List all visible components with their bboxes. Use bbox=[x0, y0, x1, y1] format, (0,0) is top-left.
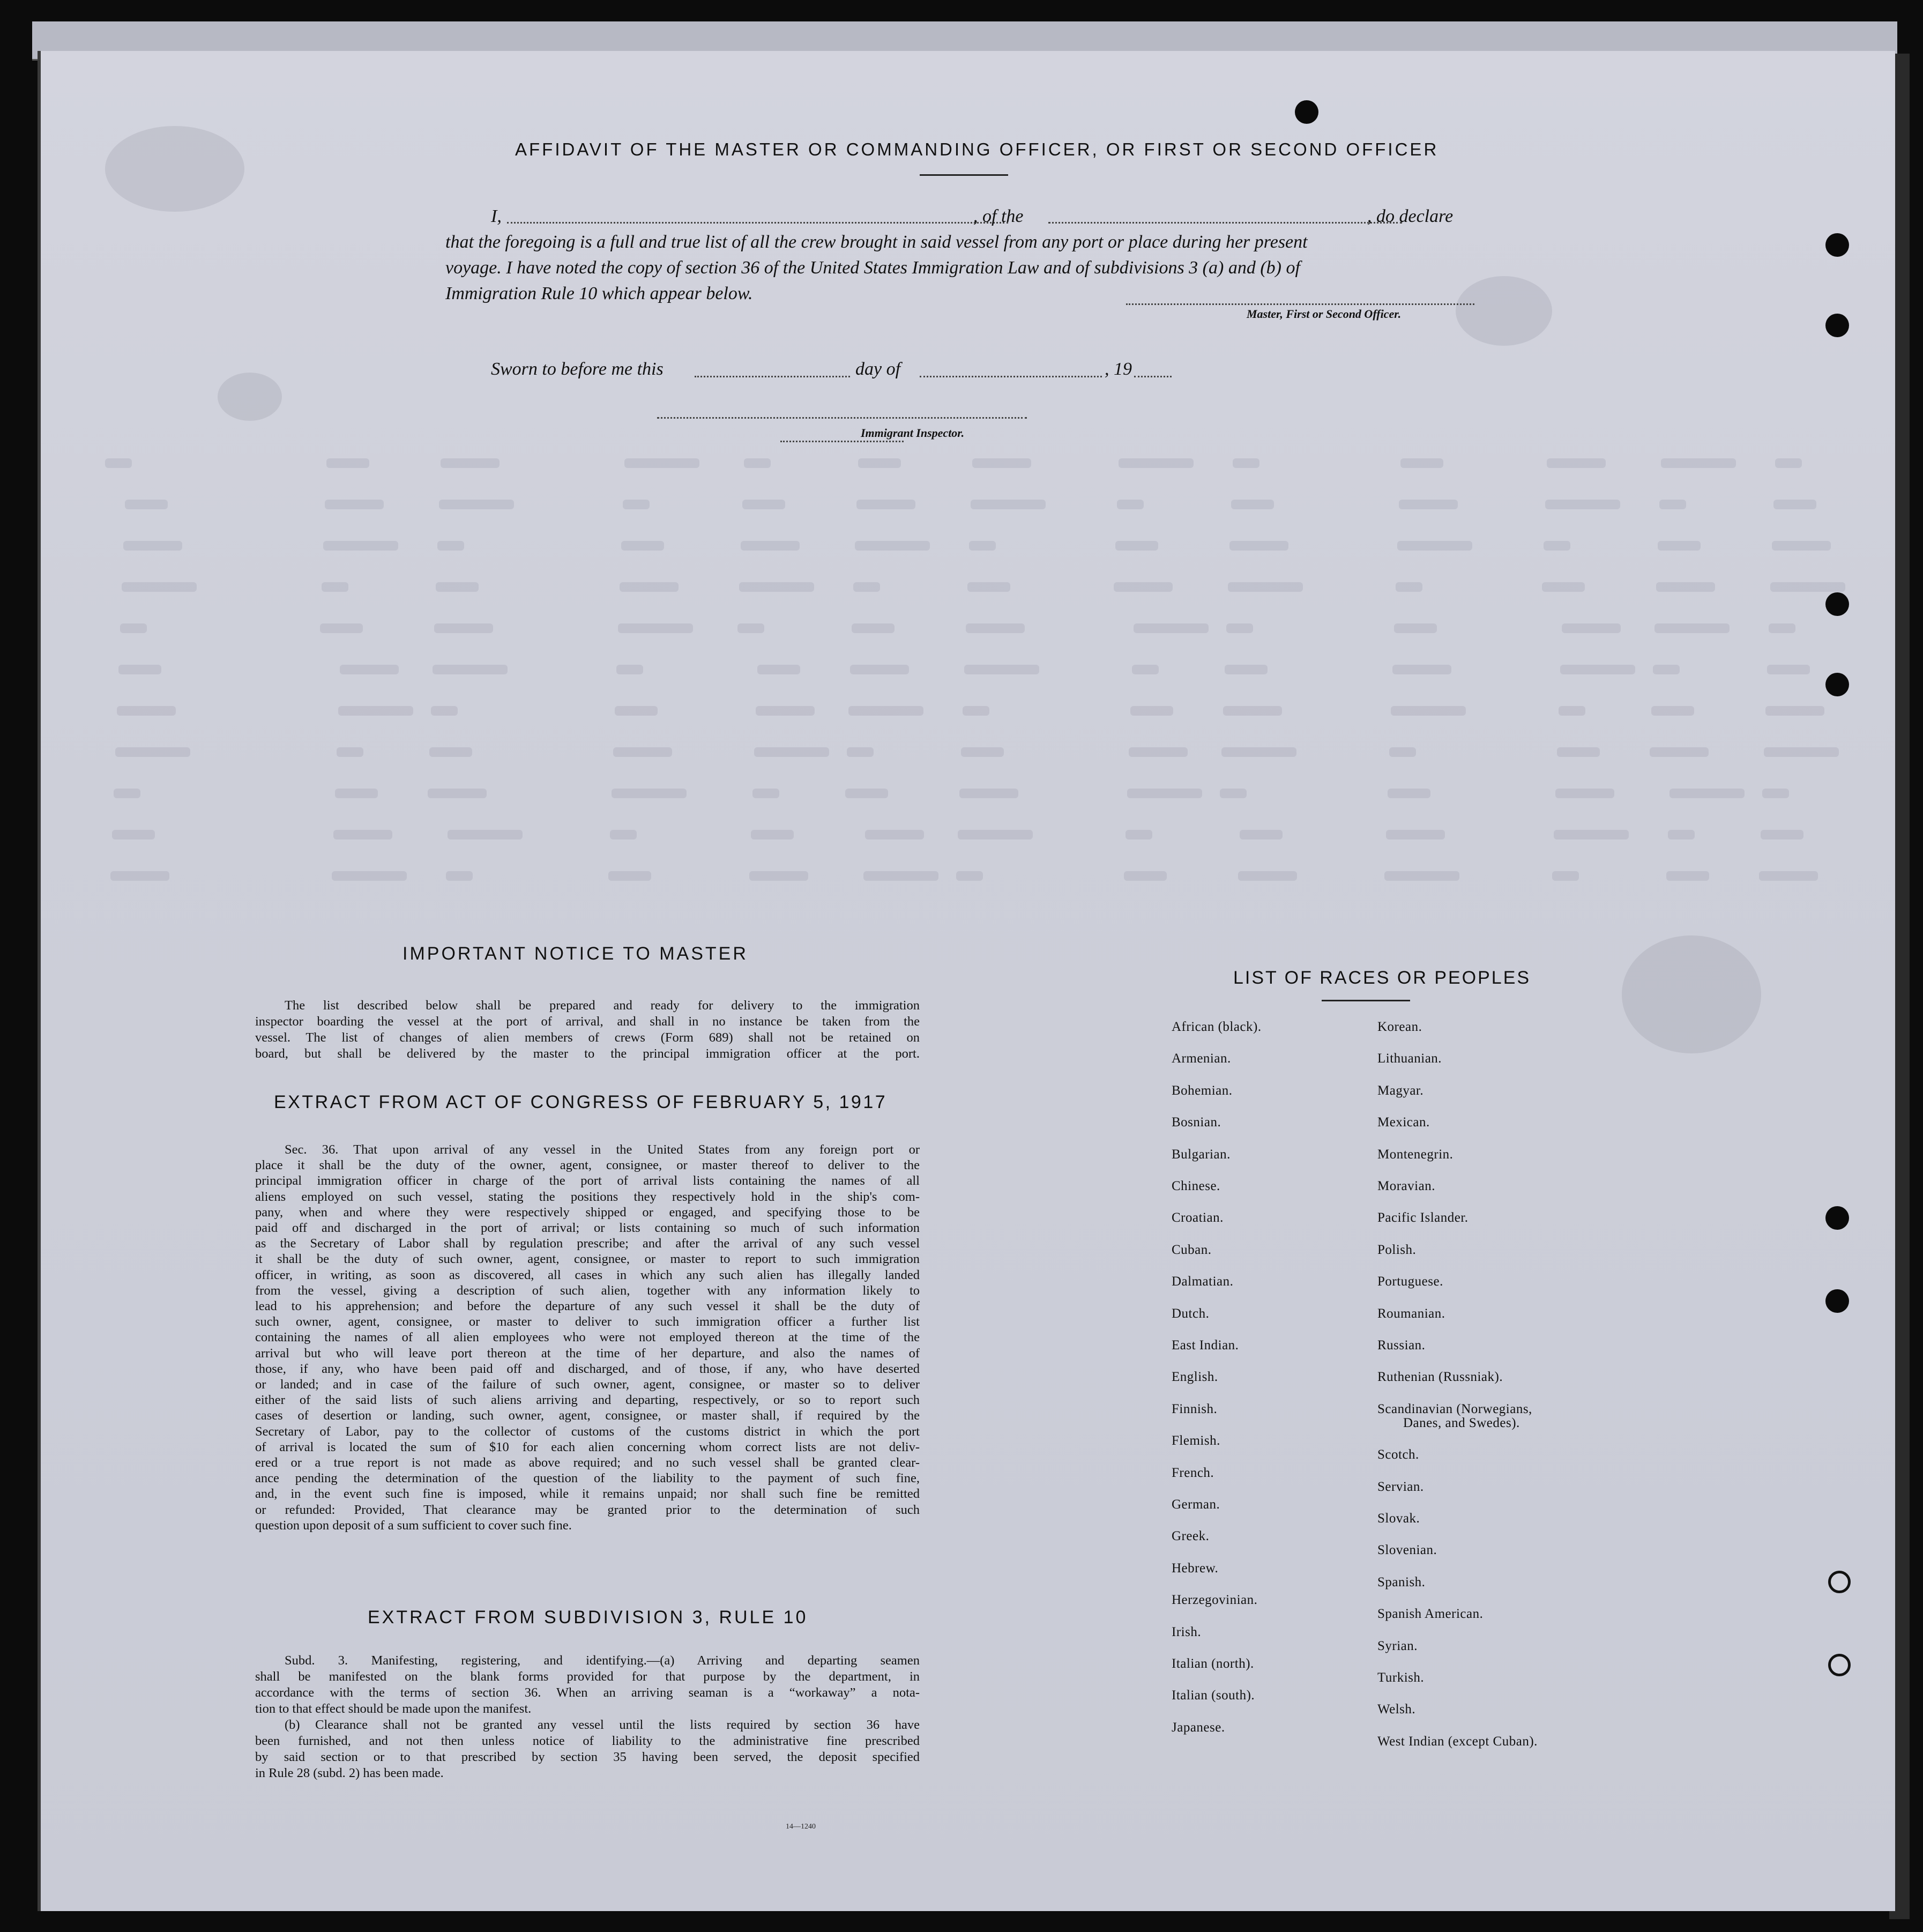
bleed-through-mark bbox=[1220, 789, 1247, 798]
inspector-signature-field[interactable] bbox=[657, 417, 1027, 419]
bleed-through-mark bbox=[958, 830, 1033, 839]
bleed-through-mark bbox=[120, 623, 147, 633]
bleed-through-mark bbox=[1233, 458, 1259, 468]
sworn-year-field[interactable] bbox=[1134, 375, 1172, 377]
paragraph-line: Secretary of Labor, pay to the collector of customs of the customs district in which the port bbox=[255, 1424, 920, 1439]
bleed-through-mark bbox=[125, 500, 168, 509]
bleed-through-mark bbox=[1119, 458, 1194, 468]
race-item: Flemish. bbox=[1172, 1433, 1220, 1448]
paragraph-line: as the Secretary of Labor shall by regulation prescribe; and after the arrival of any such vessel bbox=[255, 1236, 920, 1251]
bleed-through-mark bbox=[437, 541, 464, 551]
race-item: Lithuanian. bbox=[1377, 1051, 1442, 1066]
paragraph-line: tion to that effect should be made upon the manifest. bbox=[255, 1701, 532, 1716]
bleed-through-mark bbox=[613, 747, 672, 757]
bleed-through-mark bbox=[431, 706, 458, 716]
punch-hole bbox=[1825, 1289, 1849, 1313]
smudge bbox=[218, 373, 282, 421]
punch-hole bbox=[1825, 233, 1849, 257]
bleed-through-mark bbox=[1775, 458, 1802, 468]
signature-field[interactable] bbox=[1126, 303, 1474, 305]
bleed-through-mark bbox=[850, 665, 909, 674]
paragraph-line: and, in the event such fine is imposed, while it remains unpaid; nor shall such fine be remitted bbox=[255, 1487, 920, 1502]
race-item: Bosnian. bbox=[1172, 1115, 1221, 1130]
bleed-through-mark bbox=[1126, 830, 1152, 839]
bleed-through-mark bbox=[122, 582, 197, 592]
race-item: Scotch. bbox=[1377, 1447, 1419, 1462]
bleed-through-mark bbox=[963, 706, 989, 716]
bleed-through-mark bbox=[429, 747, 472, 757]
paragraph-line: ered or a true report is not made as above required; and no such vessel shall be granted clear- bbox=[255, 1455, 920, 1470]
bleed-through-mark bbox=[1399, 500, 1458, 509]
race-item: Italian (north). bbox=[1172, 1656, 1254, 1671]
paragraph-line: those, if any, who have been paid off and discharged, and of those, if any, who have deserted bbox=[255, 1361, 920, 1376]
punch-hole bbox=[1825, 673, 1849, 696]
sworn-month-field[interactable] bbox=[920, 375, 1102, 377]
bleed-through-mark bbox=[1656, 582, 1715, 592]
bleed-through-mark bbox=[754, 747, 829, 757]
paragraph-line: or landed; and in case of the failure of such owner, agent, consignee, or master so to deliver bbox=[255, 1377, 920, 1392]
bleed-through-mark bbox=[1388, 789, 1430, 798]
race-item: Bulgarian. bbox=[1172, 1147, 1231, 1162]
bleed-through-mark bbox=[1114, 582, 1173, 592]
paragraph-line: (b) Clearance shall not be granted any vessel until the lists required by section 36 have bbox=[285, 1718, 920, 1732]
paragraph-line: in Rule 28 (subd. 2) has been made. bbox=[255, 1766, 444, 1780]
bleed-through-mark bbox=[972, 458, 1031, 468]
sworn-year: , 19 bbox=[1105, 359, 1132, 379]
paragraph-line: it shall be the duty of such owner, agent, consignee, or master to report to such immigration bbox=[255, 1252, 920, 1267]
paragraph-line: principal immigration officer in charge of the port of arrival lists containing the names of all bbox=[255, 1173, 920, 1188]
race-item: Greek. bbox=[1172, 1529, 1210, 1544]
race-item: Japanese. bbox=[1172, 1720, 1225, 1735]
bleed-through-mark bbox=[742, 500, 785, 509]
inspector-label: Immigrant Inspector. bbox=[861, 426, 965, 440]
race-item: Danes, and Swedes). bbox=[1403, 1415, 1520, 1430]
race-item: Italian (south). bbox=[1172, 1688, 1255, 1703]
bleed-through-mark bbox=[855, 541, 930, 551]
bleed-through-mark bbox=[1654, 623, 1730, 633]
bleed-through-mark bbox=[112, 830, 155, 839]
race-item: Montenegrin. bbox=[1377, 1147, 1454, 1162]
bleed-through-mark bbox=[1130, 706, 1173, 716]
bleed-through-mark bbox=[623, 500, 650, 509]
bleed-through-mark bbox=[624, 458, 699, 468]
bleed-through-mark bbox=[114, 789, 140, 798]
sworn-day-field[interactable] bbox=[695, 375, 850, 377]
race-item: Russian. bbox=[1377, 1338, 1426, 1353]
paragraph-line: aliens employed on such vessel, stating the positions they respectively hold in the ship's com- bbox=[255, 1189, 920, 1204]
bleed-through-mark bbox=[1231, 500, 1274, 509]
race-item: Roumanian. bbox=[1377, 1306, 1445, 1321]
bleed-through-mark bbox=[322, 582, 348, 592]
smudge bbox=[1456, 276, 1552, 346]
bleed-through-mark bbox=[1764, 747, 1839, 757]
bleed-through-mark bbox=[333, 830, 392, 839]
paragraph-line: from the vessel, giving a description of such alien, together with any information likely to bbox=[255, 1283, 920, 1298]
bleed-through-mark bbox=[752, 789, 779, 798]
bleed-through-mark bbox=[1557, 747, 1600, 757]
paragraph-line: board, but shall be delivered by the master to the principal immigration officer at the port. bbox=[255, 1046, 920, 1061]
bleed-through-mark bbox=[612, 789, 687, 798]
bleed-through-mark bbox=[428, 789, 487, 798]
race-item: African (black). bbox=[1172, 1020, 1262, 1034]
name-field[interactable] bbox=[507, 221, 1008, 224]
race-item: Scandinavian (Norwegians, bbox=[1377, 1401, 1532, 1416]
bleed-through-mark bbox=[964, 665, 1039, 674]
bleed-through-mark bbox=[1661, 458, 1736, 468]
bleed-through-mark bbox=[448, 830, 523, 839]
bleed-through-mark bbox=[1562, 623, 1621, 633]
race-item: Portuguese. bbox=[1377, 1274, 1443, 1289]
bleed-through-mark bbox=[757, 665, 800, 674]
bleed-through-mark bbox=[1560, 665, 1635, 674]
race-item: Finnish. bbox=[1172, 1401, 1218, 1416]
punch-hole bbox=[1295, 100, 1318, 124]
form-number: 14—1240 bbox=[786, 1823, 816, 1831]
race-item: Hebrew. bbox=[1172, 1561, 1219, 1576]
bleed-through-mark bbox=[1129, 747, 1188, 757]
race-item: Polish. bbox=[1377, 1242, 1417, 1257]
paragraph-line: by said section or to that prescribed by section 35 having been served, the deposit specified bbox=[255, 1750, 920, 1764]
bleed-through-mark bbox=[853, 582, 880, 592]
bleed-through-mark bbox=[1547, 458, 1606, 468]
bleed-through-mark bbox=[105, 458, 132, 468]
bleed-through-mark bbox=[1545, 500, 1620, 509]
bleed-through-mark bbox=[332, 871, 407, 881]
paragraph-line: been furnished, and not then unless notice of liability to the administrative fine prescribed bbox=[255, 1734, 920, 1748]
bleed-through-mark bbox=[971, 500, 1046, 509]
signature-label: Master, First or Second Officer. bbox=[1247, 307, 1402, 321]
bleed-through-mark bbox=[961, 747, 1004, 757]
races-title: LIST OF RACES OR PEOPLES bbox=[1233, 968, 1531, 988]
bleed-through-mark bbox=[863, 871, 938, 881]
bleed-through-mark bbox=[618, 623, 693, 633]
bleed-through-mark bbox=[320, 623, 363, 633]
form-sheet bbox=[38, 51, 1895, 1911]
bleed-through-mark bbox=[1761, 830, 1803, 839]
affidavit-line-4: Immigration Rule 10 which appear below. bbox=[445, 284, 753, 303]
bleed-through-mark bbox=[1386, 830, 1445, 839]
bleed-through-mark bbox=[1544, 541, 1570, 551]
bleed-through-mark bbox=[620, 582, 679, 592]
bleed-through-mark bbox=[1225, 665, 1268, 674]
bleed-through-mark bbox=[118, 665, 161, 674]
races-title-rule bbox=[1322, 1000, 1410, 1001]
sworn-day-of: day of bbox=[855, 359, 901, 379]
bleed-through-mark bbox=[845, 789, 888, 798]
bleed-through-mark bbox=[1396, 582, 1422, 592]
bleed-through-mark bbox=[1769, 623, 1795, 633]
bleed-through-mark bbox=[1554, 830, 1629, 839]
bleed-through-mark bbox=[323, 541, 398, 551]
bleed-through-mark bbox=[1134, 623, 1209, 633]
bleed-through-mark bbox=[610, 830, 637, 839]
bleed-through-mark bbox=[337, 747, 363, 757]
bleed-through-mark bbox=[1400, 458, 1443, 468]
race-item: East Indian. bbox=[1172, 1338, 1239, 1353]
bleed-through-mark bbox=[1658, 541, 1701, 551]
bleed-through-mark bbox=[1223, 706, 1282, 716]
race-item: Irish. bbox=[1172, 1624, 1202, 1639]
punch-hole bbox=[1825, 1206, 1849, 1230]
bleed-through-mark bbox=[326, 458, 369, 468]
inspector-name-field[interactable] bbox=[780, 440, 904, 442]
bleed-through-mark bbox=[1666, 871, 1709, 881]
race-item: Korean. bbox=[1377, 1020, 1422, 1034]
paragraph-line: The list described below shall be prepared and ready for delivery to the immigration bbox=[285, 998, 920, 1013]
bleed-through-mark bbox=[117, 706, 176, 716]
race-item: Bohemian. bbox=[1172, 1083, 1233, 1098]
paragraph-line: of arrival is located the sum of $10 for each alien concerning whom correct lists are not deliv- bbox=[255, 1439, 920, 1454]
paragraph-line: inspector boarding the vessel at the port of arrival, and shall in no instance be taken from the bbox=[255, 1014, 920, 1029]
bleed-through-mark bbox=[858, 458, 901, 468]
bleed-through-mark bbox=[434, 623, 493, 633]
bleed-through-mark bbox=[1559, 706, 1585, 716]
race-item: Croatian. bbox=[1172, 1210, 1224, 1225]
race-item: Mexican. bbox=[1377, 1115, 1430, 1130]
race-item: Moravian. bbox=[1377, 1179, 1435, 1193]
race-item: Turkish. bbox=[1377, 1670, 1425, 1685]
paragraph-line: shall be manifested on the blank forms provided for that purpose by the department, in bbox=[255, 1669, 920, 1684]
bleed-through-mark bbox=[123, 541, 182, 551]
paragraph-line: pany, when and where they were respectively shipped or engaged, and specifying those to be bbox=[255, 1205, 920, 1220]
bleed-through-mark bbox=[969, 541, 996, 551]
bleed-through-mark bbox=[1117, 500, 1144, 509]
smudge bbox=[105, 126, 244, 212]
race-item: Syrian. bbox=[1377, 1638, 1418, 1653]
paragraph-line: officer, in writing, as soon as discovered, all cases in which any such alien has illegally landed bbox=[255, 1267, 920, 1282]
paragraph-line: vessel. The list of changes of alien members of crews (Form 689) shall not be retained on bbox=[255, 1030, 920, 1045]
bleed-through-mark bbox=[856, 500, 915, 509]
bleed-through-mark bbox=[436, 582, 479, 592]
bleed-through-mark bbox=[621, 541, 664, 551]
affidavit-i: I, bbox=[491, 206, 502, 226]
race-item: Spanish American. bbox=[1377, 1607, 1484, 1622]
race-item: French. bbox=[1172, 1465, 1214, 1480]
race-item: West Indian (except Cuban). bbox=[1377, 1734, 1538, 1749]
bleed-through-mark bbox=[439, 500, 514, 509]
bleed-through-mark bbox=[967, 582, 1010, 592]
race-item: Ruthenian (Russniak). bbox=[1377, 1370, 1503, 1385]
paragraph-line: paid off and discharged in the port of arrival; or lists containing so much of such information bbox=[255, 1221, 920, 1235]
bleed-through-mark bbox=[1555, 789, 1614, 798]
affidavit-of-the: , of the bbox=[973, 206, 1024, 226]
bleed-through-mark bbox=[1397, 541, 1472, 551]
smudge bbox=[1622, 935, 1761, 1053]
affidavit-declare: , do declare bbox=[1367, 206, 1454, 226]
bleed-through-mark bbox=[1668, 830, 1695, 839]
bleed-through-mark bbox=[1770, 582, 1845, 592]
bleed-through-mark bbox=[446, 871, 473, 881]
bleed-through-mark bbox=[1124, 871, 1167, 881]
bleed-through-mark bbox=[1767, 665, 1810, 674]
bleed-through-mark bbox=[1659, 500, 1686, 509]
paragraph-line: arrival but who will leave port thereon at the time of her departure, and also the names of bbox=[255, 1346, 920, 1361]
bleed-through-mark bbox=[616, 665, 643, 674]
bleed-through-mark bbox=[115, 747, 190, 757]
bleed-through-mark bbox=[1229, 541, 1288, 551]
paragraph-line: ance pending the determination of the question of the liability to the payment of such fine, bbox=[255, 1471, 920, 1486]
title-rule bbox=[920, 174, 1008, 176]
bleed-through-mark bbox=[737, 623, 764, 633]
race-item: English. bbox=[1172, 1370, 1218, 1385]
bleed-through-mark bbox=[1772, 541, 1831, 551]
bleed-through-mark bbox=[741, 541, 800, 551]
bleed-through-mark bbox=[110, 871, 169, 881]
race-item: Welsh. bbox=[1377, 1702, 1416, 1717]
race-item: Dutch. bbox=[1172, 1306, 1210, 1321]
notice-title: IMPORTANT NOTICE TO MASTER bbox=[403, 943, 748, 964]
bleed-through-mark bbox=[1391, 706, 1466, 716]
race-item: Dalmatian. bbox=[1172, 1274, 1234, 1289]
race-item: Herzegovinian. bbox=[1172, 1593, 1258, 1608]
bleed-through-mark bbox=[848, 706, 923, 716]
bleed-through-mark bbox=[608, 871, 651, 881]
bleed-through-mark bbox=[1115, 541, 1158, 551]
bleed-through-mark bbox=[1759, 871, 1818, 881]
bleed-through-mark bbox=[756, 706, 815, 716]
sworn-text: Sworn to before me this bbox=[491, 359, 664, 379]
race-item: Slovak. bbox=[1377, 1511, 1420, 1526]
bleed-through-mark bbox=[847, 747, 874, 757]
affidavit-line-3: voyage. I have noted the copy of section 36 of the United States Immigration Law and of subdivisions 3 (a) and (b) of bbox=[445, 258, 1300, 278]
bleed-through-mark bbox=[1669, 789, 1745, 798]
punch-hole bbox=[1825, 314, 1849, 337]
paragraph-line: accordance with the terms of section 36. When an arriving seaman is a “workaway” a nota- bbox=[255, 1685, 920, 1700]
bleed-through-mark bbox=[1392, 665, 1451, 674]
paragraph-line: question upon deposit of a sum sufficient to cover such fine. bbox=[255, 1518, 572, 1533]
bleed-through-mark bbox=[1765, 706, 1824, 716]
bleed-through-mark bbox=[959, 789, 1018, 798]
bleed-through-mark bbox=[956, 871, 983, 881]
punch-hole bbox=[1825, 592, 1849, 616]
punch-hole bbox=[1828, 1571, 1851, 1593]
bleed-through-mark bbox=[751, 830, 794, 839]
paragraph-line: cases of desertion or landing, such owner, agent, consignee, or master shall, if required by the bbox=[255, 1408, 920, 1423]
affidavit-title: AFFIDAVIT OF THE MASTER OR COMMANDING OFFICER, OR FIRST OR SECOND OFFICER bbox=[515, 139, 1439, 159]
race-item: Armenian. bbox=[1172, 1051, 1231, 1066]
bleed-through-mark bbox=[441, 458, 500, 468]
bleed-through-mark bbox=[338, 706, 413, 716]
race-item: Spanish. bbox=[1377, 1574, 1426, 1589]
paragraph-line: Sec. 36. That upon arrival of any vessel in the United States from any foreign port or bbox=[285, 1142, 920, 1157]
rule-extract-title: EXTRACT FROM SUBDIVISION 3, RULE 10 bbox=[368, 1607, 808, 1628]
bleed-through-mark bbox=[1226, 623, 1253, 633]
bleed-through-mark bbox=[749, 871, 808, 881]
bleed-through-mark bbox=[1651, 706, 1694, 716]
bleed-through-mark bbox=[852, 623, 895, 633]
paragraph-line: place it shall be the duty of the owner, agent, consignee, or master thereof to deliver to the bbox=[255, 1158, 920, 1173]
bleed-through-mark bbox=[340, 665, 399, 674]
bleed-through-mark bbox=[865, 830, 924, 839]
punch-hole bbox=[1828, 1654, 1851, 1676]
paragraph-line: or refunded: Provided, That clearance may be granted prior to the determination of such bbox=[255, 1502, 920, 1517]
bleed-through-mark bbox=[1238, 871, 1297, 881]
bleed-through-mark bbox=[1650, 747, 1709, 757]
paragraph-line: either of the said lists of such aliens arriving and departing, respectively, or so to report such bbox=[255, 1393, 920, 1408]
bleed-through-mark bbox=[1773, 500, 1816, 509]
bleed-through-mark bbox=[1552, 871, 1579, 881]
bleed-through-mark bbox=[325, 500, 384, 509]
race-item: Slovenian. bbox=[1377, 1543, 1437, 1558]
bleed-through-mark bbox=[1132, 665, 1159, 674]
bleed-through-mark bbox=[1542, 582, 1585, 592]
bleed-through-mark bbox=[1762, 789, 1789, 798]
paragraph-line: such owner, agent, consignee, or master to deliver to such immigration officer a further list bbox=[255, 1314, 920, 1329]
affidavit-line-2: that the foregoing is a full and true list of all the crew brought in said vessel from any port or place during her present bbox=[445, 232, 1308, 252]
bleed-through-mark bbox=[1389, 747, 1416, 757]
bleed-through-mark bbox=[1228, 582, 1303, 592]
bleed-through-mark bbox=[335, 789, 378, 798]
bleed-through-mark bbox=[1127, 789, 1202, 798]
bleed-through-mark bbox=[1394, 623, 1437, 633]
bleed-through-mark bbox=[1384, 871, 1459, 881]
bleed-through-mark bbox=[966, 623, 1025, 633]
bleed-through-mark bbox=[433, 665, 508, 674]
race-item: Chinese. bbox=[1172, 1179, 1220, 1193]
bleed-through-mark bbox=[1240, 830, 1283, 839]
bleed-through-mark bbox=[739, 582, 814, 592]
bleed-through-mark bbox=[744, 458, 771, 468]
paragraph-line: Subd. 3. Manifesting, registering, and identifying.—(a) Arriving and departing seamen bbox=[285, 1653, 920, 1668]
paragraph-line: lead to his apprehension; and before the departure of any such vessel it shall be the duty of bbox=[255, 1299, 920, 1313]
race-item: Pacific Islander. bbox=[1377, 1210, 1469, 1225]
bleed-through-mark bbox=[1653, 665, 1680, 674]
bleed-through-mark bbox=[1221, 747, 1296, 757]
race-item: German. bbox=[1172, 1497, 1220, 1512]
bleed-through-mark bbox=[615, 706, 658, 716]
paragraph-line: containing the names of all alien employees who were not employed thereon at the time of the bbox=[255, 1330, 920, 1345]
act-extract-title: EXTRACT FROM ACT OF CONGRESS OF FEBRUARY 5, 1917 bbox=[274, 1092, 888, 1112]
race-item: Servian. bbox=[1377, 1479, 1424, 1494]
vessel-field[interactable] bbox=[1048, 221, 1402, 224]
race-item: Magyar. bbox=[1377, 1083, 1424, 1098]
race-item: Cuban. bbox=[1172, 1242, 1212, 1257]
